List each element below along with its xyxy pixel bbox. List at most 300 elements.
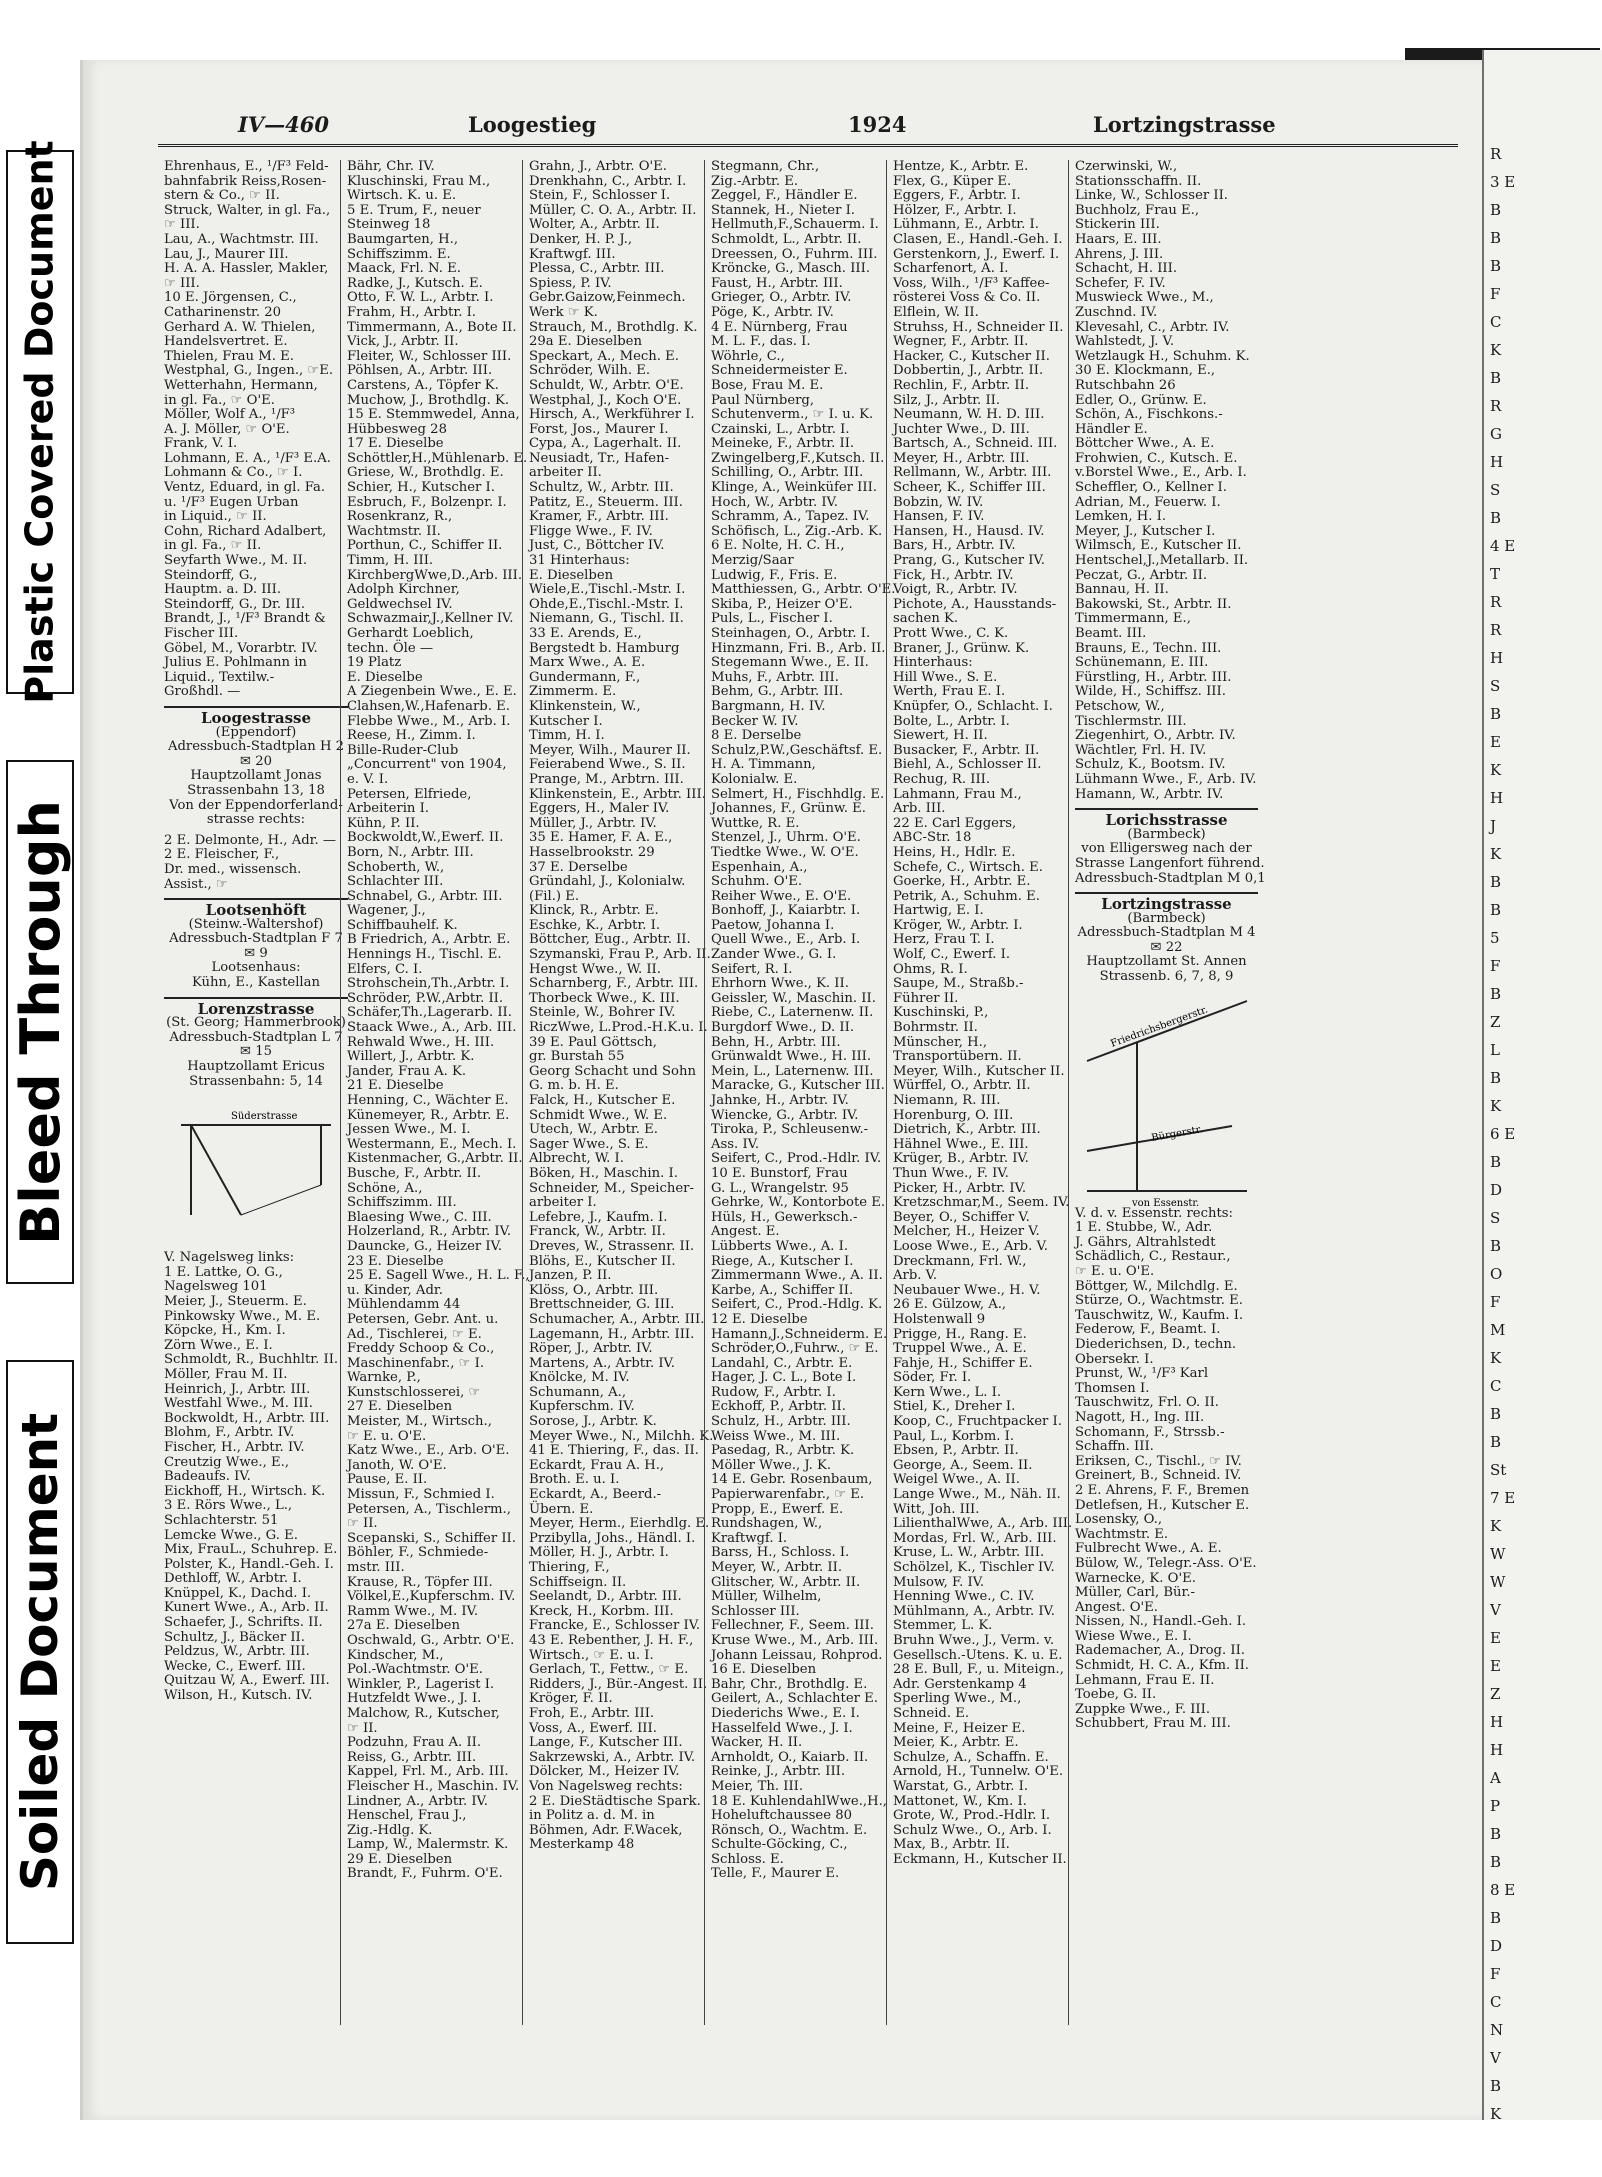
directory-entry: gr. Burstah 55 — [529, 1049, 625, 1065]
directory-entry: Ridders, J., Bür.-Angest. II. — [529, 1676, 708, 1692]
adjacent-page-fragment: K — [1490, 341, 1502, 359]
street-info: Strassenb. 6, 7, 8, 9 — [1099, 969, 1234, 985]
directory-entry: Feierabend Wwe., S. II. — [529, 757, 686, 773]
directory-entry: Clasen, E., Handl.-Geh. I. — [893, 231, 1063, 247]
directory-entry: Lagemann, H., Arbtr. III. — [529, 1326, 695, 1342]
directory-entry: Frahm, H., Arbtr. I. — [347, 304, 476, 320]
directory-entry: Schöne, A., — [347, 1180, 423, 1196]
directory-entry: Möller, Frau M. II. — [164, 1366, 288, 1382]
directory-entry: Hirsch, A., Werkführer I. — [529, 407, 695, 423]
street-line — [241, 1185, 321, 1215]
directory-entry: Bockwoldt, H., Arbtr. III. — [164, 1410, 330, 1426]
street-info: Von der Eppendorferland- — [169, 797, 343, 813]
directory-entry: 17 E. Dieselbe — [347, 436, 444, 452]
directory-entry: Zimmermann Wwe., A. II. — [711, 1268, 883, 1284]
directory-entry: Eickhoff, H., Wirtsch. K. — [164, 1483, 326, 1499]
directory-entry: 2 E. Fleischer, F., — [164, 847, 280, 863]
directory-entry: Kern Wwe., L. I. — [893, 1384, 1002, 1400]
directory-entry: Arbeiterin I. — [347, 801, 430, 817]
bleed-through-label-text: Bleed Through — [8, 799, 72, 1245]
directory-entry: Federow, F., Beamt. I. — [1075, 1322, 1221, 1338]
street-info: (Eppendorf) — [215, 724, 297, 740]
directory-entry: Scheer, K., Schiffer III. — [893, 480, 1046, 496]
adjacent-page-fragment: Z — [1490, 1013, 1501, 1031]
directory-entry: Brauns, E., Techn. III. — [1075, 640, 1222, 656]
directory-entry: Grahn, J., Arbtr. O'E. — [529, 159, 667, 174]
directory-entry: Hansen, H., Hausd. IV. — [893, 523, 1045, 539]
directory-entry: Landahl, C., Arbtr. E. — [711, 1355, 853, 1371]
directory-entry: Prigge, H., Rang. E. — [893, 1326, 1027, 1342]
directory-entry: Radke, J., Kutsch. E. — [347, 275, 483, 291]
directory-entry: Großhdl. — — [164, 684, 241, 700]
directory-entry: Marx Wwe., A. E. — [529, 655, 646, 671]
directory-entry: 43 E. Rebenther, J. H. F., — [529, 1632, 694, 1648]
directory-entry: 27a E. Dieselben — [347, 1618, 460, 1634]
directory-entry: Hähnel Wwe., E. III. — [893, 1136, 1029, 1152]
directory-entry: Paul Nürnberg, — [711, 392, 815, 408]
adjacent-page-fragment: V — [1490, 1601, 1501, 1619]
directory-entry: e. V. I. — [347, 771, 389, 787]
directory-entry: 31 Hinterhaus: — [529, 553, 630, 569]
directory-entry: Schloss. E. — [711, 1851, 784, 1867]
directory-entry: Lühmann, E., Arbtr. I. — [893, 217, 1039, 233]
directory-entry: u. ¹/F³ Eugen Urban — [164, 494, 299, 510]
directory-entry: 22 E. Carl Eggers, — [893, 815, 1017, 831]
directory-entry: Blaesing Wwe., C. III. — [347, 1209, 492, 1225]
directory-entry: G. L., Wrangelstr. 95 — [711, 1180, 849, 1196]
soiled-document-label-text: Soiled Document — [11, 1412, 70, 1892]
directory-entry: Von Nagelsweg rechts: — [529, 1778, 683, 1794]
adjacent-page-fragment: G — [1490, 425, 1502, 443]
directory-entry: Gehrke, W., Kontorbote E. — [711, 1195, 886, 1211]
directory-entry: Rademacher, A., Drog. II. — [1075, 1643, 1245, 1659]
directory-entry: Klinge, A., Weinküfer III. — [711, 480, 877, 496]
directory-entry: Rosenkranz, R., — [347, 509, 453, 525]
directory-entry: Behn, H., Arbtr. III. — [711, 1034, 841, 1050]
directory-entry: Prunst, W., ¹/F³ Karl — [1075, 1366, 1209, 1382]
directory-entry: Lamp, W., Malermstr. K. — [347, 1837, 509, 1853]
directory-entry: Biehl, A., Schlosser II. — [893, 757, 1042, 773]
directory-entry: v.Borstel Wwe., E., Arb. I. — [1075, 465, 1247, 481]
adjacent-page-fragment: M — [1490, 1321, 1506, 1339]
adjacent-page-fragment: B — [1490, 985, 1502, 1003]
directory-entry: Hauptm. a. D. III. — [164, 582, 282, 598]
map-street-label: Süderstrasse — [231, 1111, 298, 1123]
directory-entry: Behm, G., Arbtr. III. — [711, 684, 844, 700]
directory-entry: Pasedag, R., Arbtr. K. — [711, 1443, 855, 1459]
directory-entry: Ziegenhirt, O., Arbtr. IV. — [1075, 728, 1236, 744]
directory-entry: ☞ II. — [347, 1516, 378, 1532]
directory-entry: Quitzau W, A., Ewerf. III. — [164, 1673, 330, 1689]
adjacent-page-fragment: R — [1490, 593, 1502, 611]
directory-entry: Telle, F., Maurer E. — [711, 1866, 840, 1882]
directory-entry: Paetow, Johanna I. — [711, 917, 835, 933]
directory-entry: Ohde,E.,Tischl.-Mstr. I. — [529, 596, 684, 612]
adjacent-page-fragment: B — [1490, 1433, 1502, 1451]
directory-entry: 8 E. Derselbe — [711, 728, 802, 744]
directory-entry: Kröncke, G., Masch. III. — [711, 261, 871, 277]
adjacent-page-fragment: B — [1490, 1853, 1502, 1871]
directory-entry: Greinert, B., Schneid. IV. — [1075, 1468, 1242, 1484]
directory-entry: Sakrzewski, A., Arbtr. IV. — [529, 1749, 696, 1765]
directory-entry: Bannau, H. II. — [1075, 582, 1169, 598]
directory-entry: Utech, W., Arbtr. E. — [529, 1122, 658, 1138]
directory-entry: Wachtmstr. E. — [1075, 1526, 1169, 1542]
adjacent-page-fragment: N — [1490, 2021, 1504, 2039]
lorenzstrasse-map — [171, 1095, 341, 1245]
directory-entry: Kraftwgf. I. — [711, 1530, 788, 1546]
directory-entry: Schwazmair,J.,Kellner IV. — [347, 611, 514, 627]
adjacent-page-fragment: P — [1490, 1797, 1501, 1815]
directory-entry: Edler, O., Grünw. E. — [1075, 392, 1207, 408]
directory-entry: Hentze, K., Arbtr. E. — [893, 159, 1029, 174]
directory-entry: Reiher Wwe., E. O'E. — [711, 888, 852, 904]
adjacent-page-fragment: R — [1490, 621, 1502, 639]
directory-entry: Bose, Frau M. E. — [711, 377, 824, 393]
directory-entry: Paul, L., Korbm. I. — [893, 1428, 1015, 1444]
directory-entry: Transportübern. II. — [893, 1049, 1022, 1065]
directory-entry: Mühlendamm 44 — [347, 1297, 461, 1313]
directory-entry: Pause, E. II. — [347, 1472, 428, 1488]
directory-entry: Hübbesweg 28 — [347, 421, 447, 437]
directory-entry: 16 E. Dieselben — [711, 1662, 817, 1678]
directory-entry: Wolf, C., Ewerf. I. — [893, 947, 1011, 963]
directory-entry: Prang, G., Kutscher IV. — [893, 553, 1045, 569]
directory-entry: Rudow, F., Arbtr. I. — [711, 1384, 836, 1400]
directory-entry: Thiering, F., — [529, 1560, 610, 1575]
directory-entry: Petschow, W., — [1075, 698, 1165, 714]
directory-entry: Schultz, J., Bäcker II. — [164, 1629, 305, 1645]
directory-entry: Voss, Wilh., ¹/F³ Kaffee- — [893, 275, 1050, 291]
directory-entry: Ebsen, P., Arbtr. II. — [893, 1443, 1019, 1459]
directory-entry: Kolonialw. E. — [711, 771, 798, 787]
directory-entry: Missun, F., Schmied I. — [347, 1487, 495, 1503]
directory-entry: Neumann, W. H. D. III. — [893, 407, 1045, 423]
directory-entry: 12 E. Dieselbe — [711, 1311, 808, 1327]
directory-entry: Krüger, B., Arbtr. IV. — [893, 1151, 1029, 1167]
directory-entry: Tischlermstr. III. — [1075, 713, 1187, 729]
directory-entry: Faust, H., Arbtr. III. — [711, 275, 843, 291]
directory-entry: Meyer, H., Arbtr. III. — [893, 450, 1030, 466]
street-info: Adressbuch-Stadtplan F 7 — [169, 931, 343, 947]
directory-entry: Hamann, W., Arbtr. IV. — [1075, 786, 1224, 802]
directory-entry: Wetterhahn, Hermann, — [164, 377, 318, 393]
directory-entry: RiczWwe, L.Prod.-H.K.u. I. — [529, 1020, 708, 1036]
directory-entry: Adrian, M., Feuerw. I. — [1075, 494, 1221, 510]
directory-entry: Schädlich, C., Restaur., — [1075, 1249, 1231, 1265]
directory-entry: Meyer Wwe., N., Milchh. K. — [529, 1428, 714, 1444]
directory-entry: Schlachter III. — [347, 874, 444, 890]
directory-entry: Zig.-Arbtr. E. — [711, 173, 799, 189]
directory-entry: Janzen, P. II. — [529, 1268, 612, 1284]
adjacent-page-fragment: K — [1490, 845, 1502, 863]
directory-entry: Truppel Wwe., A. E. — [893, 1341, 1027, 1357]
directory-entry: Griese, W., Brothdlg. E. — [347, 465, 504, 481]
directory-entry: Schefe, C., Wirtsch. E. — [893, 859, 1043, 875]
adjacent-page-fragment: B — [1490, 509, 1502, 527]
directory-entry: 19 Platz — [347, 655, 402, 671]
directory-entry: Schiffszimm. E. — [347, 246, 451, 262]
adjacent-page-fragment: E — [1490, 1629, 1501, 1647]
directory-entry: Bakowski, St., Arbtr. II. — [1075, 596, 1232, 612]
directory-entry: Niemann, G., Tischl. II. — [529, 611, 684, 627]
street-info: von Elligersweg nach der — [1081, 841, 1252, 857]
directory-entry: Völkel,E.,Kupferschm. IV. — [347, 1589, 516, 1605]
directory-entry: Wecke, C., Ewerf. III. — [164, 1658, 306, 1674]
directory-entry: Klinkenstein, W., — [529, 698, 641, 714]
directory-entry: Schultz, W., Arbtr. III. — [529, 480, 674, 496]
directory-page — [80, 60, 1483, 2120]
directory-entry: in Liquid., ☞ II. — [164, 509, 267, 525]
directory-entry: Schröder,O.,Fuhrw., ☞ E. — [711, 1341, 879, 1357]
directory-entry: Schulze, A., Schaffn. E. — [893, 1749, 1049, 1765]
directory-entry: ☞ III. — [164, 275, 200, 291]
directory-entry: Werk ☞ K. — [529, 304, 598, 320]
directory-entry: Fahje, H., Schiffer E. — [893, 1355, 1033, 1371]
directory-entry: Freddy Schoop & Co., — [347, 1341, 495, 1357]
directory-entry: Hentschel,J.,Metallarb. II. — [1075, 553, 1249, 569]
adjacent-page-fragment: 4 E — [1490, 537, 1516, 555]
directory-entry: 26 E. Gülzow, A., — [893, 1297, 1007, 1313]
directory-entry: Johann Leissau, Rohprod. — [711, 1647, 883, 1663]
directory-entry: Maschinenfabr., ☞ I. — [347, 1355, 485, 1371]
plastic-covered-label-text: Plastic Covered Document — [18, 140, 63, 704]
directory-entry: Busche, F., Arbtr. II. — [347, 1165, 482, 1181]
directory-entry: Schmidt Wwe., W. E. — [529, 1107, 668, 1123]
directory-entry: Becker W. IV. — [711, 713, 799, 729]
directory-entry: Möller, Wolf A., ¹/F³ — [164, 407, 296, 423]
directory-entry: Meyer, J., Kutscher I. — [1075, 523, 1216, 539]
directory-entry: Janoth, W. O'E. — [347, 1457, 447, 1473]
directory-entry: Zeggel, F., Händler E. — [711, 188, 858, 204]
directory-entry: Matthiessen, G., Arbtr. O'E. — [711, 582, 896, 598]
directory-entry: Georg Schacht und Sohn — [529, 1063, 696, 1079]
directory-entry: Zimmerm. E. — [529, 684, 617, 700]
directory-entry: Gerlach, T., Fettw., ☞ E. — [529, 1662, 689, 1678]
directory-entry: Staack Wwe., A., Arb. III. — [347, 1020, 517, 1036]
directory-entry: Schulz Wwe., O., Arb. I. — [893, 1822, 1052, 1838]
directory-entry: mstr. III. — [347, 1560, 405, 1575]
directory-entry: Eggers, H., Maler IV. — [529, 801, 670, 817]
directory-entry: Mulsow, F. IV. — [893, 1574, 985, 1590]
directory-entry: Meier, J., Steuerm. E. — [164, 1294, 307, 1309]
directory-entry: 35 E. Hamer, F. A. E., — [529, 830, 673, 846]
directory-entry: Fürstling, H., Arbtr. III. — [1075, 669, 1232, 685]
directory-entry: Diederichs Wwe., E. I. — [711, 1705, 860, 1721]
directory-entry: Wiese Wwe., E. I. — [1075, 1628, 1192, 1644]
lortzingstrasse-map — [1082, 991, 1252, 1209]
directory-entry: Pinkowsky Wwe., M. E. — [164, 1308, 321, 1324]
directory-entry: Göbel, M., Vorarbtr. IV. — [164, 640, 318, 656]
directory-entry: Bargmann, H. IV. — [711, 698, 826, 714]
directory-entry: Schölzel, K., Tischler IV. — [893, 1560, 1055, 1575]
street-name: Lorenzstrasse — [197, 999, 315, 1018]
directory-entry: Henning Wwe., C. IV. — [893, 1589, 1035, 1605]
directory-entry: Dreessen, O., Fuhrm. III. — [711, 246, 878, 262]
directory-entry: Wirtsch., ☞ E. u. I. — [529, 1647, 654, 1663]
street-info: (Steinw.-Waltershof) — [188, 916, 324, 932]
directory-entry: Wiencke, G., Arbtr. IV. — [711, 1107, 859, 1123]
directory-entry: Merzig/Saar — [711, 553, 794, 569]
street-line — [1087, 1001, 1247, 1061]
directory-entry: Schöttler,H.,Mühlenarb. E. — [347, 450, 528, 466]
directory-entry: Eckhoff, P., Arbtr. II. — [711, 1399, 846, 1415]
directory-entry: Szymanski, Frau P., Arb. II. — [529, 947, 711, 963]
directory-entry: Timmermann, A., Bote II. — [347, 319, 517, 335]
adjacent-page-fragment: D — [1490, 1937, 1503, 1955]
adjacent-page-fragment: O — [1490, 1265, 1503, 1283]
directory-entry: Espenhain, A., — [711, 859, 808, 875]
directory-entry: Schoberth, W., — [347, 859, 445, 875]
directory-entry: Thielen, Frau M. E. — [164, 348, 294, 364]
directory-entry: Schumacher, A., Arbtr. III. — [529, 1311, 705, 1327]
directory-entry: Klinkenstein, E., Arbtr. III. — [529, 786, 706, 802]
directory-entry: Seelandt, D., Arbtr. III. — [529, 1589, 682, 1605]
adjacent-page-fragment: B — [1490, 201, 1502, 219]
directory-entry: Fleiter, W., Schlosser III. — [347, 348, 512, 364]
adjacent-page-fragment: W — [1490, 1573, 1506, 1591]
directory-entry: Mix, FrauL., Schuhrep. E. — [164, 1542, 338, 1558]
adjacent-page-fragment: H — [1490, 453, 1504, 471]
directory-entry: Zuschnd. IV. — [1075, 304, 1158, 320]
directory-entry: Malchow, R., Kutscher, — [347, 1705, 500, 1721]
directory-entry: Eschke, K., Arbtr. I. — [529, 917, 661, 933]
directory-entry: Schacht, H. III. — [1075, 261, 1178, 277]
soiled-document-label — [6, 1360, 74, 1944]
directory-entry: Dreckmann, Frl. W., — [893, 1253, 1027, 1269]
adjacent-page-fragment: R — [1490, 397, 1502, 415]
adjacent-page-fragment: B — [1490, 873, 1502, 891]
directory-entry: 37 E. Derselbe — [529, 859, 628, 875]
directory-entry: Lange, F., Kutscher III. — [529, 1735, 683, 1751]
directory-entry: Meine, F., Heizer E. — [893, 1720, 1026, 1736]
directory-entry: Riege, A., Kutscher I. — [711, 1253, 854, 1269]
directory-entry: Lohmann, E. A., ¹/F³ E.A. — [164, 450, 331, 466]
directory-entry: Lahmann, Frau M., — [893, 786, 1022, 802]
directory-entry: Steinhagen, O., Arbtr. I. — [711, 626, 871, 641]
directory-entry: Gerstenkorn, J., Ewerf. I. — [893, 246, 1060, 262]
directory-entry: Arb. V. — [893, 1268, 938, 1284]
directory-entry: E. Dieselbe — [347, 669, 423, 685]
adjacent-page-fragment: S — [1490, 481, 1501, 499]
directory-entry: 2 E. Ahrens, F. F., Bremen — [1075, 1482, 1250, 1498]
directory-entry: Wachtmstr. II. — [347, 523, 441, 539]
directory-entry: Strohschein,Th.,Arbtr. I. — [347, 976, 510, 992]
directory-entry: Scharnberg, F., Arbtr. III. — [529, 976, 699, 992]
directory-entry: Carstens, A., Töpfer K. — [347, 377, 499, 393]
directory-entry: 10 E. Jörgensen, C., — [164, 290, 297, 306]
directory-entry: Esbruch, F., Bolzenpr. I. — [347, 494, 507, 510]
directory-entry: Dobbertin, J., Arbtr. II. — [893, 363, 1044, 379]
adjacent-page-fragment: B — [1490, 257, 1502, 275]
adjacent-page-edge — [1482, 50, 1602, 2123]
directory-entry: 29 E. Dieselben — [347, 1851, 453, 1867]
directory-entry: Born, N., Arbtr. III. — [347, 844, 474, 860]
street-section — [1075, 808, 1266, 886]
directory-entry: Creutzig Wwe., E., — [164, 1454, 290, 1470]
adjacent-page-fragment: D — [1490, 1181, 1503, 1199]
directory-entry: Puls, L., Fischer I. — [711, 611, 833, 627]
directory-entry: Scharfenort, A. I. — [893, 261, 1009, 277]
directory-entry: Schier, H., Kutscher I. — [347, 480, 495, 496]
directory-entry: Hoch, W., Arbtr. IV. — [711, 494, 838, 510]
directory-entry: u. Kinder, Adr. — [347, 1282, 443, 1298]
directory-entry: Hellmuth,F.,Schauerm. I. — [711, 217, 879, 233]
directory-entry: Dietrich, K., Arbtr. III. — [893, 1122, 1041, 1138]
directory-entry: Wirtsch. K. u. E. — [347, 188, 457, 204]
directory-entry: Bahr, Chr., Brothdlg. E. — [711, 1676, 868, 1692]
directory-entry: Petersen, Elfriede, — [347, 786, 472, 802]
adjacent-page-fragment: J — [1490, 817, 1497, 835]
directory-entry: Adr. Gerstenkamp 4 — [893, 1676, 1027, 1692]
adjacent-page-fragment: B — [1490, 1405, 1502, 1423]
directory-entry: Werth, Frau E. I. — [893, 684, 1006, 700]
adjacent-page-fragment: B — [1490, 1825, 1502, 1843]
directory-entry: Eckardt, Frau A. H., — [529, 1457, 665, 1473]
directory-entry: Geldwechsel IV. — [347, 596, 453, 612]
directory-entry: Haars, E. III. — [1075, 231, 1162, 247]
street-info: Adressbuch-Stadtplan L 7 — [169, 1029, 343, 1045]
adjacent-page-fragment: St — [1490, 1461, 1507, 1479]
directory-entry: Badeaufs. IV. — [164, 1469, 251, 1485]
directory-entry: Lehmann, Frau E. II. — [1075, 1672, 1215, 1688]
directory-entry: LilienthalWwe, A., Arb. III. — [893, 1516, 1073, 1532]
directory-entry: Francke, E., Schlosser IV. — [529, 1618, 701, 1634]
directory-entry: Lübberts Wwe., A. I. — [711, 1238, 849, 1254]
directory-entry: H. A. A. Hassler, Makler, — [164, 261, 329, 277]
directory-entry: Zig.-Hdlg. K. — [347, 1822, 433, 1838]
directory-entry: Ehrhorn Wwe., K. II. — [711, 976, 849, 992]
directory-entry: Denker, H. P. J., — [529, 231, 633, 247]
directory-entry: Schaefer, J., Schrifts. II. — [164, 1615, 323, 1631]
directory-entry: Zander Wwe., G. I. — [711, 947, 837, 963]
directory-entry: Karbe, A., Schiffer II. — [711, 1282, 854, 1298]
directory-entry: Müller, Wilhelm, — [711, 1589, 822, 1605]
directory-entry: Eriksen, C., Tischl., ☞ IV. — [1075, 1453, 1242, 1469]
directory-entry: Silz, J., Arbtr. II. — [893, 392, 1001, 408]
directory-entry: Loose Wwe., E., Arb. V. — [893, 1238, 1048, 1254]
directory-entry: Stegmann, Chr., — [711, 159, 820, 174]
directory-entry: Pöge, K., Arbtr. IV. — [711, 304, 834, 320]
adjacent-page-fragment: E — [1490, 1657, 1501, 1675]
directory-entry: 1 E. Lattke, O. G., — [164, 1264, 283, 1280]
directory-entry: Patitz, E., Steuerm. III. — [529, 494, 683, 510]
directory-entry: Wolter, A., Arbtr. II. — [529, 217, 660, 233]
directory-entry: Schiffseign. II. — [529, 1574, 627, 1590]
directory-entry: KirchbergWwe,D.,Arb. III. — [347, 567, 523, 583]
adjacent-page-fragment: B — [1490, 1153, 1502, 1171]
directory-entry: Seifert, R. I. — [711, 961, 793, 977]
directory-entry: Geissler, W., Maschin. II. — [711, 990, 876, 1006]
street-section — [1075, 892, 1258, 985]
directory-entry: Martens, A., Arbtr. IV. — [529, 1355, 675, 1371]
directory-entry: Schlachterstr. 51 — [164, 1512, 279, 1528]
directory-entry: Ass. IV. — [711, 1136, 760, 1152]
adjacent-page-fragment: 3 E — [1490, 173, 1516, 191]
street-info: Lootsenhaus: — [211, 960, 301, 976]
directory-entry: Holzerland, R., Arbtr. IV. — [347, 1224, 512, 1240]
directory-entry: arbeiter II. — [529, 465, 602, 481]
adjacent-page-fragment: B — [1490, 1069, 1502, 1087]
directory-entry: Böttger, W., Milchdlg. E. — [1075, 1278, 1238, 1294]
directory-entry: Müller, C. O. A., Arbtr. II. — [529, 202, 697, 218]
right-street-title: Lortzingstrasse — [1093, 112, 1276, 137]
directory-entry: Beamt. III. — [1075, 626, 1147, 641]
street-line — [191, 1125, 241, 1215]
directory-entry: Seyfarth Wwe., M. II. — [164, 553, 308, 569]
directory-entry: Jander, Frau A. K. — [347, 1063, 467, 1079]
directory-entry: sachen K. — [893, 611, 959, 627]
